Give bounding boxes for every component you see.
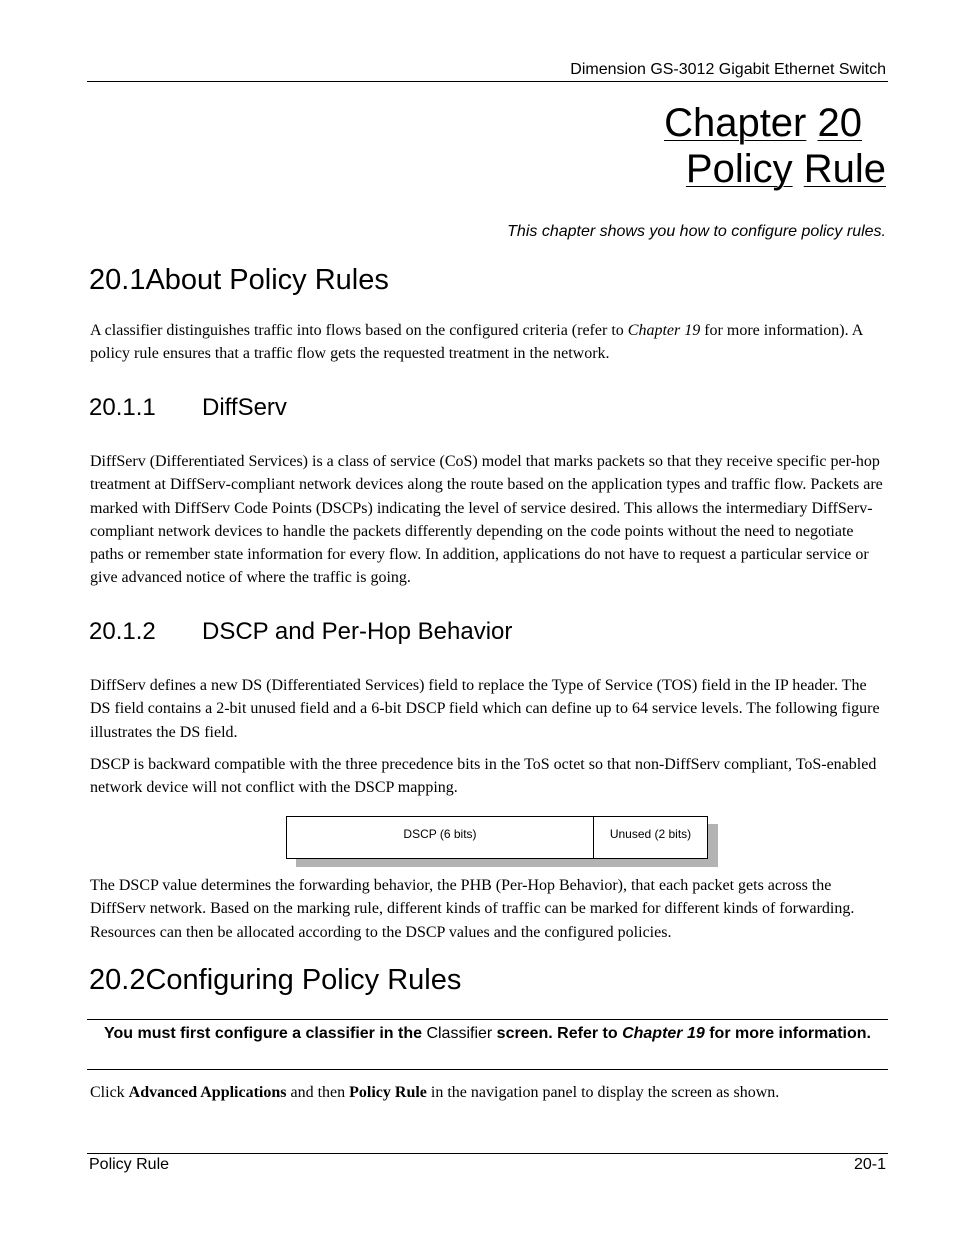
text-run: for more information). A policy rule ensures that a traffic flow gets the requested treatment in the network. [90,322,863,363]
chapter-heading [664,100,886,192]
chapter-word: Chapter [664,101,807,145]
menu-advanced-applications: Advanced Applications [128,1084,287,1101]
subsection-heading-dscp [89,618,512,646]
footer-section-name: Policy Rule [89,1156,170,1173]
text-run: Click [90,1084,129,1101]
paragraph-click-instructions [90,1081,890,1104]
paragraph-dscp-compat: DSCP is backward compatible with the three precedence bits in the ToS octet so that non-DiffServ compliant, ToS-enabled network device will not conflict with the DSCP mapping. [90,756,877,797]
ds-field-figure [286,816,708,859]
note-text: You must first configure a classifier in the [104,1025,427,1042]
running-header: Dimension GS-3012 Gigabit Ethernet Switch [570,61,886,78]
chapter-title-word2: Rule [803,147,886,191]
chapter-title-word1: Policy [685,147,793,191]
paragraph-diffserv: DiffServ (Differentiated Services) is a class of service (CoS) model that marks packets so that they receive specific per-hop treatment at DiffServ-compliant network devices along the route based on the application types and traffic flow. Packets are marked with DiffServ Code Points (DSCPs) indicating the level of service desired. This allows the intermediary DiffServ-compliant network devices to handle the packets differently depending on the code points without the need to negotiate paths or remember state information for every flow. In addition, applications do not have to request a particular service or give advanced notice of where the traffic is going. [90,453,883,587]
note-text: for more information. [704,1025,871,1042]
header-rule [87,81,888,82]
text-run: A classifier distinguishes traffic into flows based on the configured criteria (refer to [90,322,628,339]
chapter-number: 20 [817,101,862,145]
section-title: About Policy Rules [145,264,389,296]
subsection-number: 20.1.2 [89,618,156,645]
text-run: and then [286,1084,350,1101]
footer-rule [87,1153,888,1154]
subsection-title: DiffServ [202,394,287,421]
subsection-heading-diffserv [89,394,287,422]
chapter-intro: This chapter shows you how to configure policy rules. [507,223,886,240]
subsection-title: DSCP and Per-Hop Behavior [202,618,513,645]
section-heading-configuring [89,964,461,997]
section-number: 20.2 [89,964,146,996]
paragraph-about [90,319,890,366]
chapter-title-line [664,146,886,192]
text-run: in the navigation panel to display the screen as shown. [426,1084,780,1101]
note-text: screen. Refer to [492,1025,623,1042]
paragraph-ds-field: DiffServ defines a new DS (Differentiated Services) field to replace the Type of Service (TOS) field in the IP header. The DS field contains a 2-bit unused field and a 6-bit DSCP field which can define up to 64 service levels. The following figure illustrates the DS field. [90,677,880,741]
note-chapter-reference: Chapter 19 [622,1025,705,1042]
dscp-bits-cell: DSCP (6 bits) [287,817,594,858]
menu-policy-rule: Policy Rule [349,1084,427,1101]
section-title: Configuring Policy Rules [145,964,462,996]
page-number: 20-1 [853,1156,886,1173]
paragraph-phb: The DSCP value determines the forwarding behavior, the PHB (Per-Hop Behavior), that each packet gets across the DiffServ network. Based on the marking rule, different kinds of traffic can be marked for different kinds of forwarding. Resources can then be allocated according to the DSCP values and the configured policies. [90,877,855,941]
chapter-number-line [664,100,886,146]
section-heading-about [89,264,389,297]
chapter-reference: Chapter 19 [627,322,701,339]
note-screen-name: Classifier [426,1025,493,1042]
unused-bits-cell: Unused (2 bits) [609,827,692,841]
note-box [87,1019,888,1070]
section-number: 20.1 [89,264,146,296]
subsection-number: 20.1.1 [89,394,156,421]
